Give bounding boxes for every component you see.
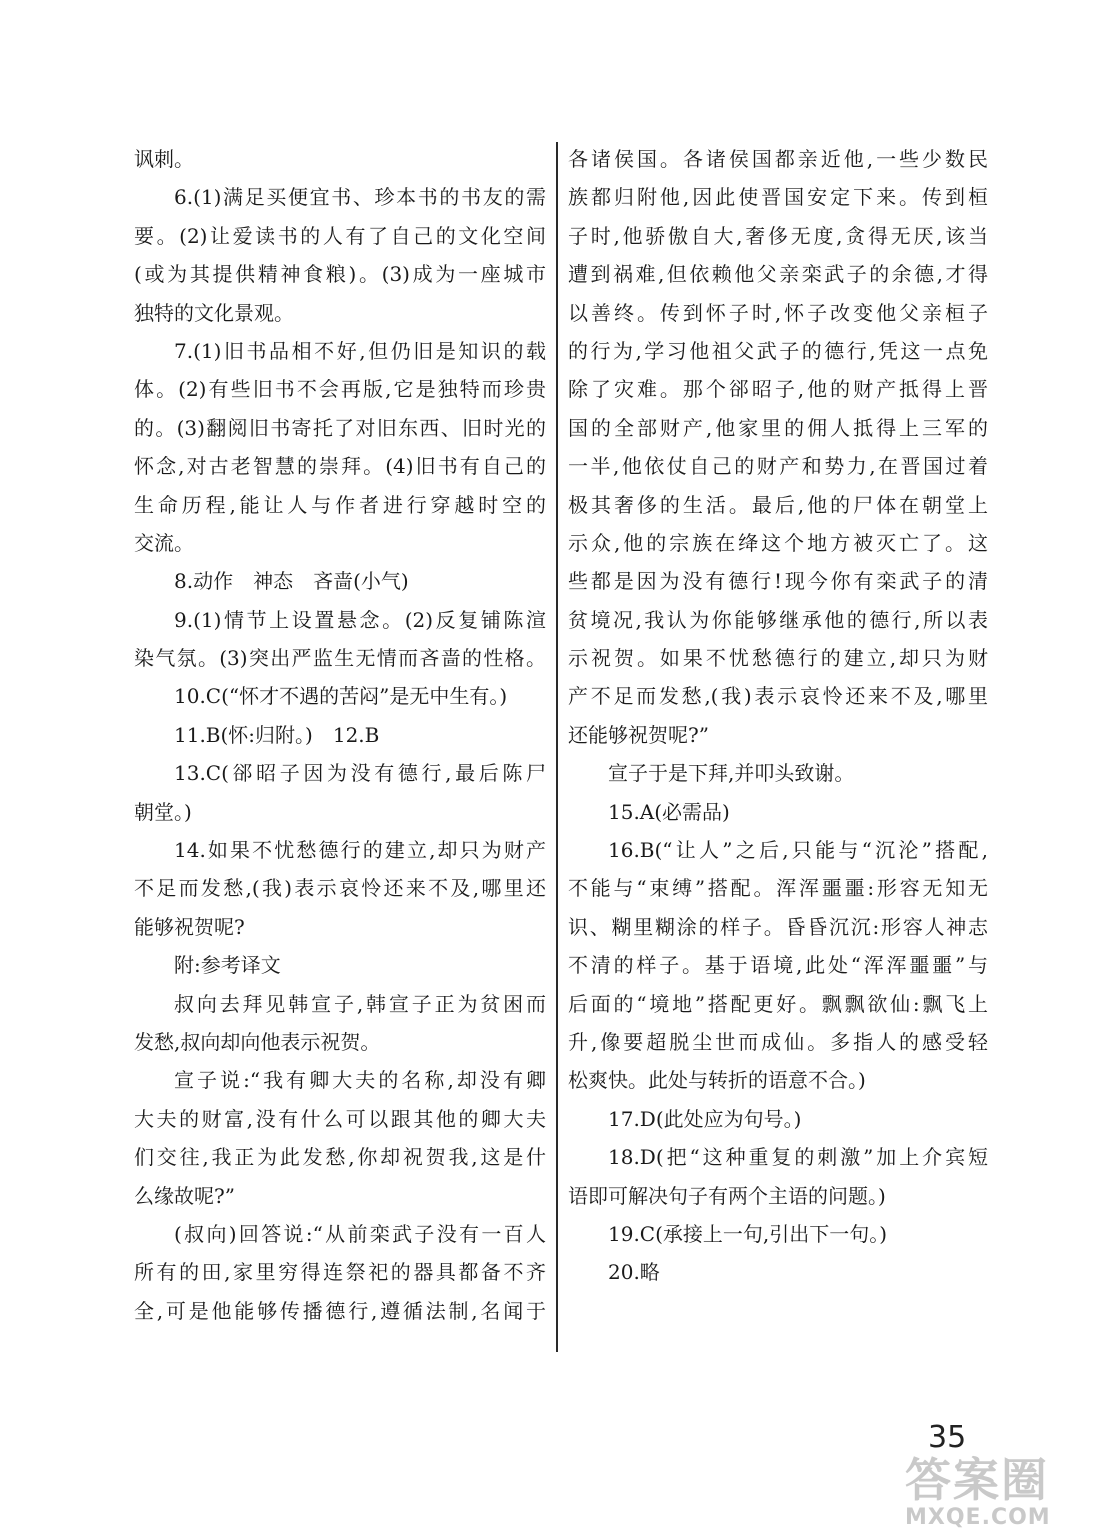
- watermark-main-text: 答案圈: [905, 1453, 1049, 1507]
- left-text-line: 13.C(郤昭子因为没有德行,最后陈尸: [174, 761, 546, 786]
- left-text-line: 交流。: [134, 530, 194, 555]
- left-text-line: 能够祝贺呢?: [134, 914, 245, 939]
- left-text-line: 7.(1)旧书品相不好,但仍旧是知识的载: [174, 338, 546, 363]
- left-text-line: 叔向去拜见韩宣子,韩宣子正为贫困而: [174, 991, 546, 1016]
- left-text-line: 附:参考译文: [174, 953, 281, 978]
- right-text-line: 18.D(把“这种重复的刺激”加上介宾短: [608, 1145, 988, 1170]
- left-text-line: 9.(1)情节上设置悬念。(2)反复铺陈渲: [174, 607, 546, 632]
- left-text-line: 大夫的财富,没有什么可以跟其他的卿大夫: [134, 1106, 546, 1131]
- right-text-line: 一半,他依仗自己的财产和势力,在晋国过着: [568, 454, 988, 479]
- left-text-line: 全,可是他能够传播德行,遵循法制,名闻于: [134, 1298, 546, 1323]
- right-text-line: 贫境况,我认为你能够继承他的德行,所以表: [568, 607, 988, 632]
- left-text-line: 10.C(“怀才不遇的苦闷”是无中生有。): [174, 684, 508, 709]
- right-text-line: 16.B(“让人”之后,只能与“沉沦”搭配,: [608, 838, 988, 863]
- right-text-line: 些都是因为没有德行!现今你有栾武子的清: [568, 569, 988, 594]
- left-column: [134, 140, 546, 1330]
- left-text-line: 讽刺。: [134, 147, 194, 171]
- left-text-line: 宣子说:“我有卿大夫的名称,却没有卿: [174, 1068, 546, 1093]
- left-text-line: 生命历程,能让人与作者进行穿越时空的: [134, 492, 546, 517]
- left-text-line: (叔向)回答说:“从前栾武子没有一百人: [174, 1221, 546, 1246]
- right-text-line: 15.A(必需品): [608, 799, 730, 824]
- right-text-line: 后面的“境地”搭配更好。飘飘欲仙:飘飞上: [568, 991, 988, 1016]
- right-text-line: 除了灾难。那个郤昭子,他的财产抵得上晋: [568, 377, 988, 402]
- right-column: [568, 140, 988, 1292]
- left-text-line: 11.B(怀:归附。) 12.B: [174, 722, 380, 747]
- left-text-line: 的。(3)翻阅旧书寄托了对旧东西、旧时光的: [134, 415, 546, 440]
- watermark-sub-text: MXQE.COM: [905, 1505, 1051, 1530]
- right-text-line: 升,像要超脱尘世而成仙。多指人的感受轻: [568, 1029, 988, 1054]
- right-text-line: 族都归附他,因此使晋国安定下来。传到桓: [568, 185, 988, 210]
- left-text-line: 6.(1)满足买便宜书、珍本书的书友的需: [174, 185, 546, 210]
- page-number: 35: [928, 1420, 967, 1455]
- right-text-line: 子时,他骄傲自大,奢侈无度,贪得无厌,该当: [568, 223, 988, 248]
- left-text-line: 染气氛。(3)突出严监生无情而吝啬的性格。: [134, 646, 546, 671]
- watermark-logo: [905, 1455, 1085, 1535]
- right-text-line: 松爽快。此处与转折的语意不合。): [568, 1068, 866, 1093]
- right-text-line: 示众,他的宗族在绛这个地方被灭亡了。这: [568, 530, 988, 555]
- right-text-line: 产不足而发愁,(我)表示哀怜还来不及,哪里: [568, 684, 988, 709]
- right-text-line: 20.略: [608, 1260, 660, 1285]
- right-text-line: 各诸侯国。各诸侯国都亲近他,一些少数民: [568, 147, 988, 171]
- left-text-line: 体。(2)有些旧书不会再版,它是独特而珍贵: [134, 377, 546, 402]
- left-text-line: 发愁,叔向却向他表示祝贺。: [134, 1029, 381, 1054]
- right-text-line: 识、糊里糊涂的样子。昏昏沉沉:形容人神志: [568, 914, 988, 939]
- left-text-line: 朝堂。): [134, 799, 192, 824]
- right-text-line: 示祝贺。如果不忧愁德行的建立,却只为财: [568, 646, 988, 671]
- left-text-line: 不足而发愁,(我)表示哀怜还来不及,哪里还: [134, 876, 546, 901]
- right-text-line: 国的全部财产,他家里的佣人抵得上三军的: [568, 415, 988, 440]
- left-text-line: 们交往,我正为此发愁,你却祝贺我,这是什: [134, 1145, 546, 1170]
- right-text-line: 遭到祸难,但依赖他父亲栾武子的余德,才得: [568, 262, 988, 287]
- right-text-line: 的行为,学习他祖父武子的德行,凭这一点免: [568, 338, 988, 363]
- left-text-line: (或为其提供精神食粮)。(3)成为一座城市: [134, 262, 546, 287]
- left-text-line: 要。(2)让爱读书的人有了自己的文化空间: [134, 223, 546, 248]
- right-text-line: 极其奢侈的生活。最后,他的尸体在朝堂上: [568, 492, 988, 517]
- right-text-line: 宣子于是下拜,并叩头致谢。: [608, 761, 855, 786]
- left-text-line: 8.动作 神态 吝啬(小气): [174, 569, 409, 594]
- right-text-line: 19.C(承接上一句,引出下一句。): [608, 1221, 888, 1246]
- left-text-line: 所有的田,家里穷得连祭祀的器具都备不齐: [134, 1260, 546, 1285]
- left-text-line: 么缘故呢?”: [134, 1183, 235, 1208]
- right-text-line: 不能与“束缚”搭配。浑浑噩噩:形容无知无: [568, 876, 988, 901]
- right-text-line: 以善终。传到怀子时,怀子改变他父亲桓子: [568, 300, 988, 325]
- left-text-line: 14.如果不忧愁德行的建立,却只为财产: [174, 838, 546, 863]
- right-text-line: 不清的样子。基于语境,此处“浑浑噩噩”与: [568, 953, 988, 978]
- right-text-line: 语即可解决句子有两个主语的问题。): [568, 1183, 886, 1208]
- right-text-line: 17.D(此处应为句号。): [608, 1106, 802, 1131]
- left-text-line: 独特的文化景观。: [134, 300, 294, 325]
- left-text-line: 怀念,对古老智慧的崇拜。(4)旧书有自己的: [134, 454, 546, 479]
- right-text-line: 还能够祝贺呢?”: [568, 722, 709, 747]
- column-divider: [556, 142, 558, 1352]
